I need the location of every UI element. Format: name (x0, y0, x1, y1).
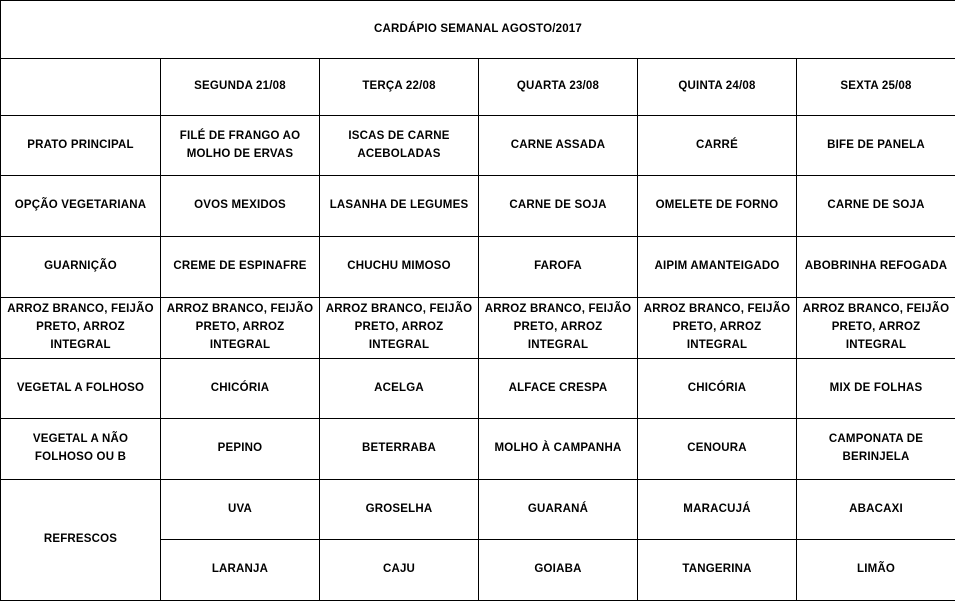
day-header-tuesday: TERÇA 22/08 (320, 59, 479, 115)
menu-cell: GUARANÁ (479, 479, 638, 540)
menu-cell: MARACUJÁ (638, 479, 797, 540)
row-vegetal-nao-folhoso (1, 419, 955, 480)
menu-cell: LIMÃO (797, 540, 955, 601)
menu-cell: GROSELHA (320, 479, 479, 540)
menu-cell: PEPINO (161, 419, 320, 480)
menu-cell: ABACAXI (797, 479, 955, 540)
corner-cell (1, 59, 161, 115)
row-vegetal-folhoso (1, 358, 955, 419)
menu-cell: GOIABA (479, 540, 638, 601)
menu-cell: AIPIM AMANTEIGADO (638, 237, 797, 298)
menu-cell: MIX DE FOLHAS (797, 358, 955, 419)
menu-cell: OMELETE DE FORNO (638, 176, 797, 237)
menu-cell: ABOBRINHA REFOGADA (797, 237, 955, 298)
menu-cell: ARROZ BRANCO, FEIJÃO PRETO, ARROZ INTEGRAL (638, 297, 797, 358)
menu-cell: ARROZ BRANCO, FEIJÃO PRETO, ARROZ INTEGRAL (161, 297, 320, 358)
menu-cell: ARROZ BRANCO, FEIJÃO PRETO, ARROZ INTEGRAL (797, 297, 955, 358)
menu-cell: CARNE DE SOJA (479, 176, 638, 237)
menu-cell: CREME DE ESPINAFRE (161, 237, 320, 298)
row-label: GUARNIÇÃO (1, 237, 161, 298)
row-arroz-feijao (1, 297, 955, 358)
menu-cell: CENOURA (638, 419, 797, 480)
menu-cell: FAROFA (479, 237, 638, 298)
menu-cell: CARNE ASSADA (479, 115, 638, 176)
menu-cell: UVA (161, 479, 320, 540)
row-label: OPÇÃO VEGETARIANA (1, 176, 161, 237)
row-prato-principal (1, 115, 955, 176)
menu-cell: LARANJA (161, 540, 320, 601)
title-row (1, 1, 955, 59)
menu-cell: CHICÓRIA (161, 358, 320, 419)
menu-cell: ALFACE CRESPA (479, 358, 638, 419)
day-header-wednesday: QUARTA 23/08 (479, 59, 638, 115)
menu-cell: CARRÉ (638, 115, 797, 176)
menu-cell: ISCAS DE CARNE ACEBOLADAS (320, 115, 479, 176)
day-header-thursday: QUINTA 24/08 (638, 59, 797, 115)
menu-cell: MOLHO À CAMPANHA (479, 419, 638, 480)
menu-cell: ARROZ BRANCO, FEIJÃO PRETO, ARROZ INTEGRAL (479, 297, 638, 358)
row-refrescos-1 (1, 479, 955, 540)
menu-cell: LASANHA DE LEGUMES (320, 176, 479, 237)
row-guarnicao (1, 237, 955, 298)
menu-cell: TANGERINA (638, 540, 797, 601)
row-opcao-vegetariana (1, 176, 955, 237)
menu-cell: CAMPONATA DE BERINJELA (797, 419, 955, 480)
menu-cell: BIFE DE PANELA (797, 115, 955, 176)
menu-cell: CAJU (320, 540, 479, 601)
row-label: VEGETAL A FOLHOSO (1, 358, 161, 419)
row-label: ARROZ BRANCO, FEIJÃO PRETO, ARROZ INTEGRAL (1, 297, 161, 358)
menu-cell: CHUCHU MIMOSO (320, 237, 479, 298)
day-header-monday: SEGUNDA 21/08 (161, 59, 320, 115)
page-title: CARDÁPIO SEMANAL AGOSTO/2017 (1, 1, 955, 59)
menu-cell: OVOS MEXIDOS (161, 176, 320, 237)
row-label: PRATO PRINCIPAL (1, 115, 161, 176)
menu-cell: CARNE DE SOJA (797, 176, 955, 237)
menu-cell: CHICÓRIA (638, 358, 797, 419)
menu-cell: FILÉ DE FRANGO AO MOLHO DE ERVAS (161, 115, 320, 176)
row-label: VEGETAL A NÃO FOLHOSO OU B (1, 419, 161, 480)
menu-cell: ACELGA (320, 358, 479, 419)
day-header-friday: SEXTA 25/08 (797, 59, 955, 115)
menu-cell: ARROZ BRANCO, FEIJÃO PRETO, ARROZ INTEGRAL (320, 297, 479, 358)
day-header-row (1, 59, 955, 115)
row-label: REFRESCOS (1, 479, 161, 600)
menu-cell: BETERRABA (320, 419, 479, 480)
